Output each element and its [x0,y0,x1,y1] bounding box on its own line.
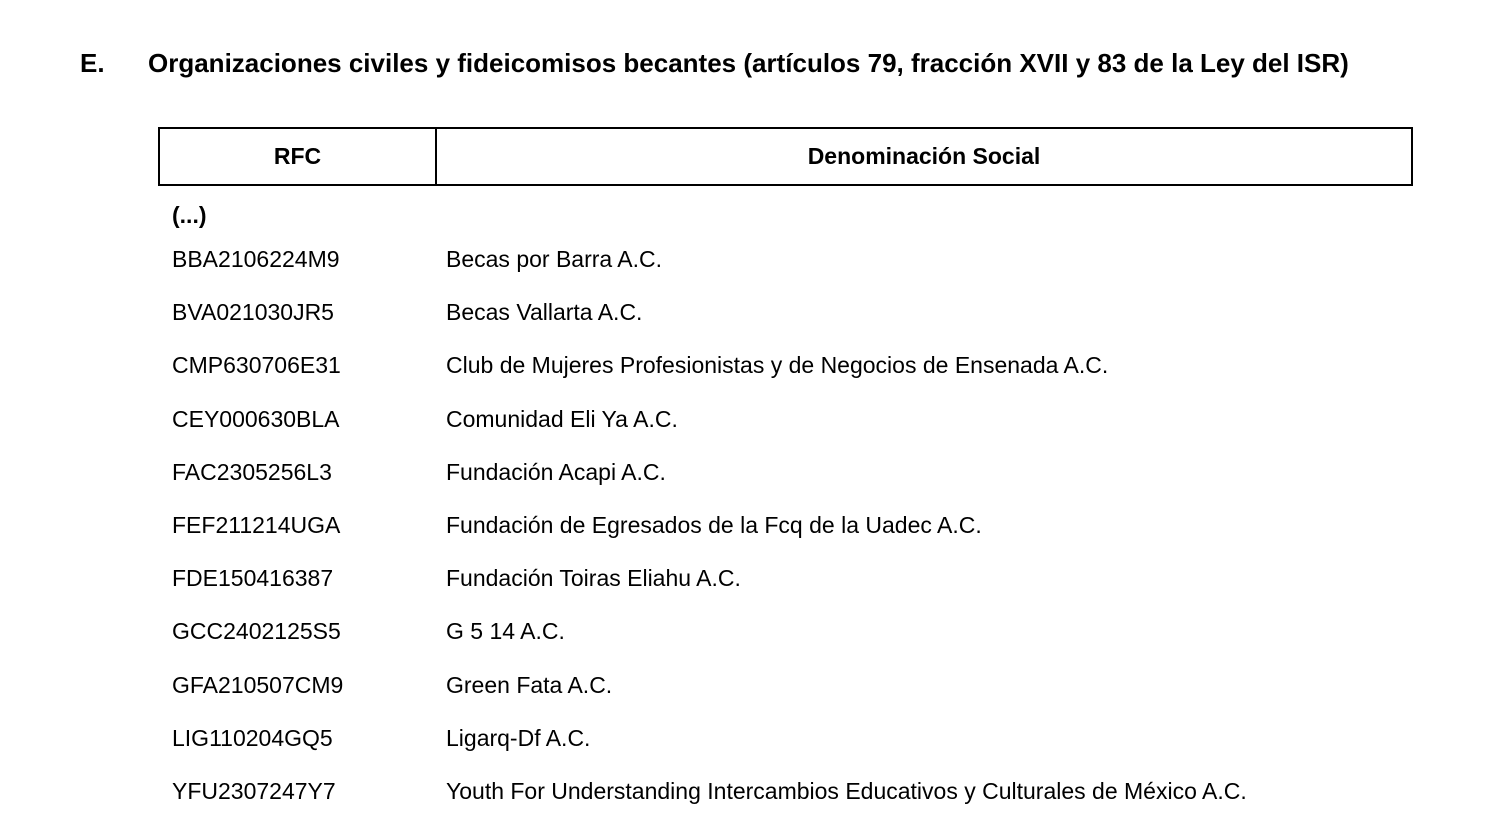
table-row [172,510,1412,563]
name-cell: Fundación de Egresados de la Fcq de la Uadec A.C. [446,511,982,538]
column-header-denominacion-social: Denominación Social [807,143,1041,169]
rfc-cell: GCC2402125S5 [172,618,341,645]
table-row [172,616,1412,669]
name-cell: Becas Vallarta A.C. [446,299,643,326]
rfc-cell: FEF211214UGA [172,511,341,538]
table-row [172,297,1412,350]
name-cell: Youth For Understanding Intercambios Educativos y Culturales de México A.C. [446,777,1247,804]
table-row [172,723,1412,776]
name-cell: Ligarq-Df A.C. [446,724,591,751]
rfc-cell: CEY000630BLA [172,405,340,432]
name-cell: Comunidad Eli Ya A.C. [446,405,678,432]
table-row [172,776,1412,829]
table-row [172,670,1412,723]
rfc-cell: LIG110204GQ5 [172,724,333,751]
rfc-cell: BVA021030JR5 [172,299,334,326]
table-header [158,127,1413,186]
table-row [172,404,1412,457]
rfc-cell: CMP630706E31 [172,352,341,379]
table-row [172,457,1412,510]
table-row [172,563,1412,616]
rfc-cell: YFU2307247Y7 [172,777,336,804]
table-row [172,244,1412,297]
table-row [172,350,1412,403]
rfc-cell: FDE150416387 [172,565,334,592]
rfc-cell: GFA210507CM9 [172,671,344,698]
name-cell: Club de Mujeres Profesionistas y de Negocios de Ensenada A.C. [446,352,1109,379]
table-body [172,244,1412,829]
name-cell: Fundación Toiras Eliahu A.C. [446,565,741,592]
name-cell: Green Fata A.C. [446,671,613,698]
name-cell: G 5 14 A.C. [446,618,565,645]
name-cell: Fundación Acapi A.C. [446,458,666,485]
rfc-cell: BBA2106224M9 [172,246,340,272]
column-header-rfc: RFC [160,129,437,184]
name-cell: Becas por Barra A.C. [446,246,663,272]
rfc-cell: FAC2305256L3 [172,458,332,485]
section-letter: E. [80,48,105,78]
section-title: Organizaciones civiles y fideicomisos becantes (artículos 79, fracción XVII y 83 de la Ley del ISR) [148,48,1349,78]
omitted-rows-ellipsis: (...) [172,202,207,228]
